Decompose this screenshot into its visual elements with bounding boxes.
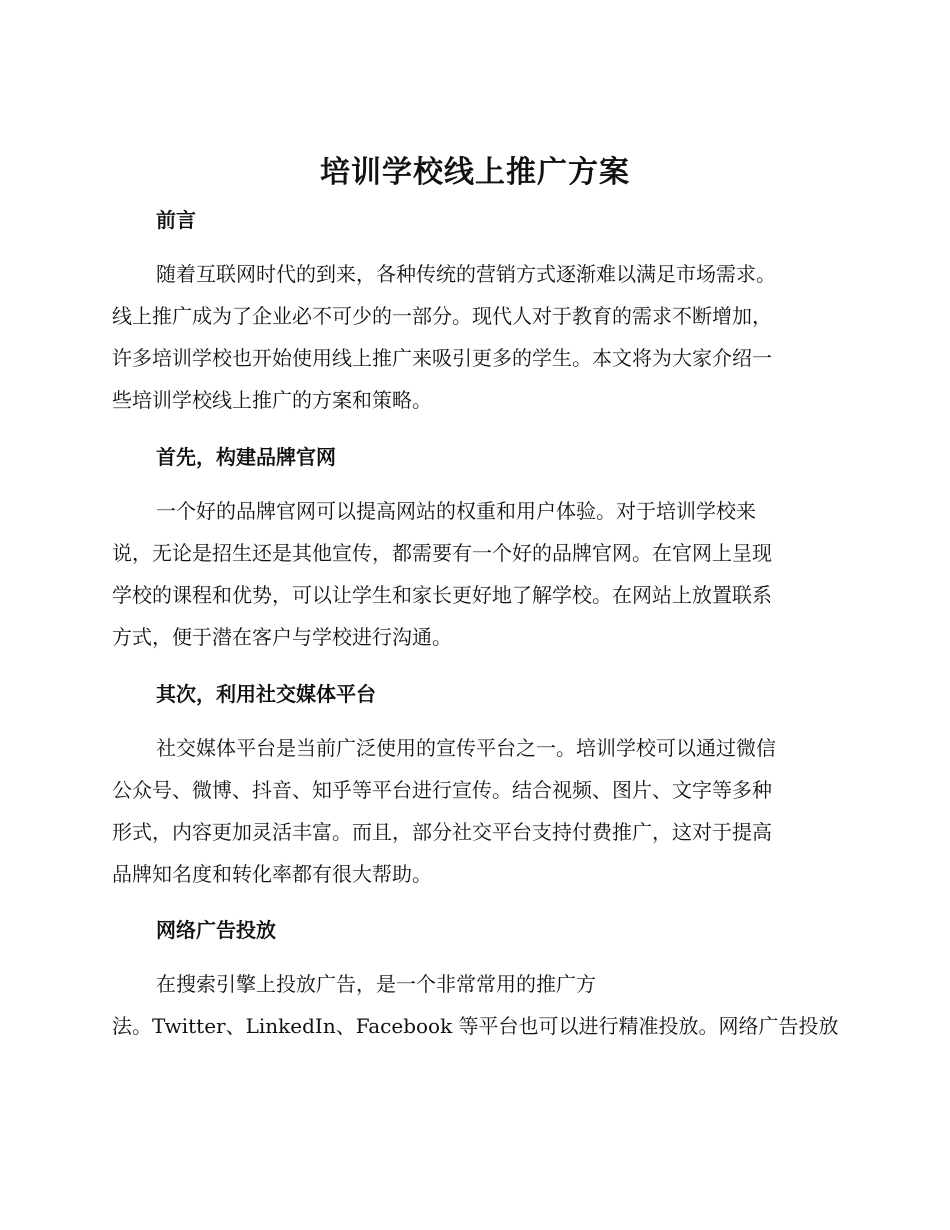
paragraph-line: 公众号、微博、抖音、知乎等平台进行宣传。结合视频、图片、文字等多种 xyxy=(112,778,772,802)
paragraph-line: 方式，便于潜在客户与学校进行沟通。 xyxy=(112,625,452,649)
paragraph-line: 一个好的品牌官网可以提高网站的权重和用户体验。对于培训学校来 xyxy=(156,499,756,523)
paragraph-line: 形式，内容更加灵活丰富。而且，部分社交平台支持付费推广，这对于提高 xyxy=(112,820,772,844)
paragraph-line: 些培训学校线上推广的方案和策略。 xyxy=(112,388,432,412)
section-heading-social-media: 其次，利用社交媒体平台 xyxy=(156,682,376,706)
paragraph-line: 许多培训学校也开始使用线上推广来吸引更多的学生。本文将为大家介绍一 xyxy=(112,346,772,370)
paragraph-line: 品牌知名度和转化率都有很大帮助。 xyxy=(112,862,432,886)
paragraph-line: 学校的课程和优势，可以让学生和家长更好地了解学校。在网站上放置联系 xyxy=(112,583,772,607)
section-heading-brand-website: 首先，构建品牌官网 xyxy=(156,445,336,469)
paragraph-line: 随着互联网时代的到来，各种传统的营销方式逐渐难以满足市场需求。 xyxy=(156,262,776,286)
paragraph-line: 法。Twitter、LinkedIn、Facebook 等平台也可以进行精准投放。网络广告投放 xyxy=(112,1014,839,1038)
section-paragraph-preface xyxy=(112,253,842,421)
paragraph-line: 社交媒体平台是当前广泛使用的宣传平台之一。培训学校可以通过微信 xyxy=(156,736,776,760)
section-heading-online-ads: 网络广告投放 xyxy=(156,918,276,942)
paragraph-line: 在搜索引擎上投放广告，是一个非常常用的推广方 xyxy=(156,972,596,996)
document-title: 培训学校线上推广方案 xyxy=(320,155,630,190)
paragraph-line: 说，无论是招生还是其他宣传，都需要有一个好的品牌官网。在官网上呈现 xyxy=(112,541,772,565)
section-paragraph-brand-website xyxy=(112,490,842,658)
paragraph-line: 线上推广成为了企业必不可少的一部分。现代人对于教育的需求不断增加， xyxy=(112,304,772,328)
section-paragraph-social-media xyxy=(112,727,842,895)
section-heading-preface: 前言 xyxy=(156,208,196,232)
section-paragraph-online-ads xyxy=(112,963,842,1047)
